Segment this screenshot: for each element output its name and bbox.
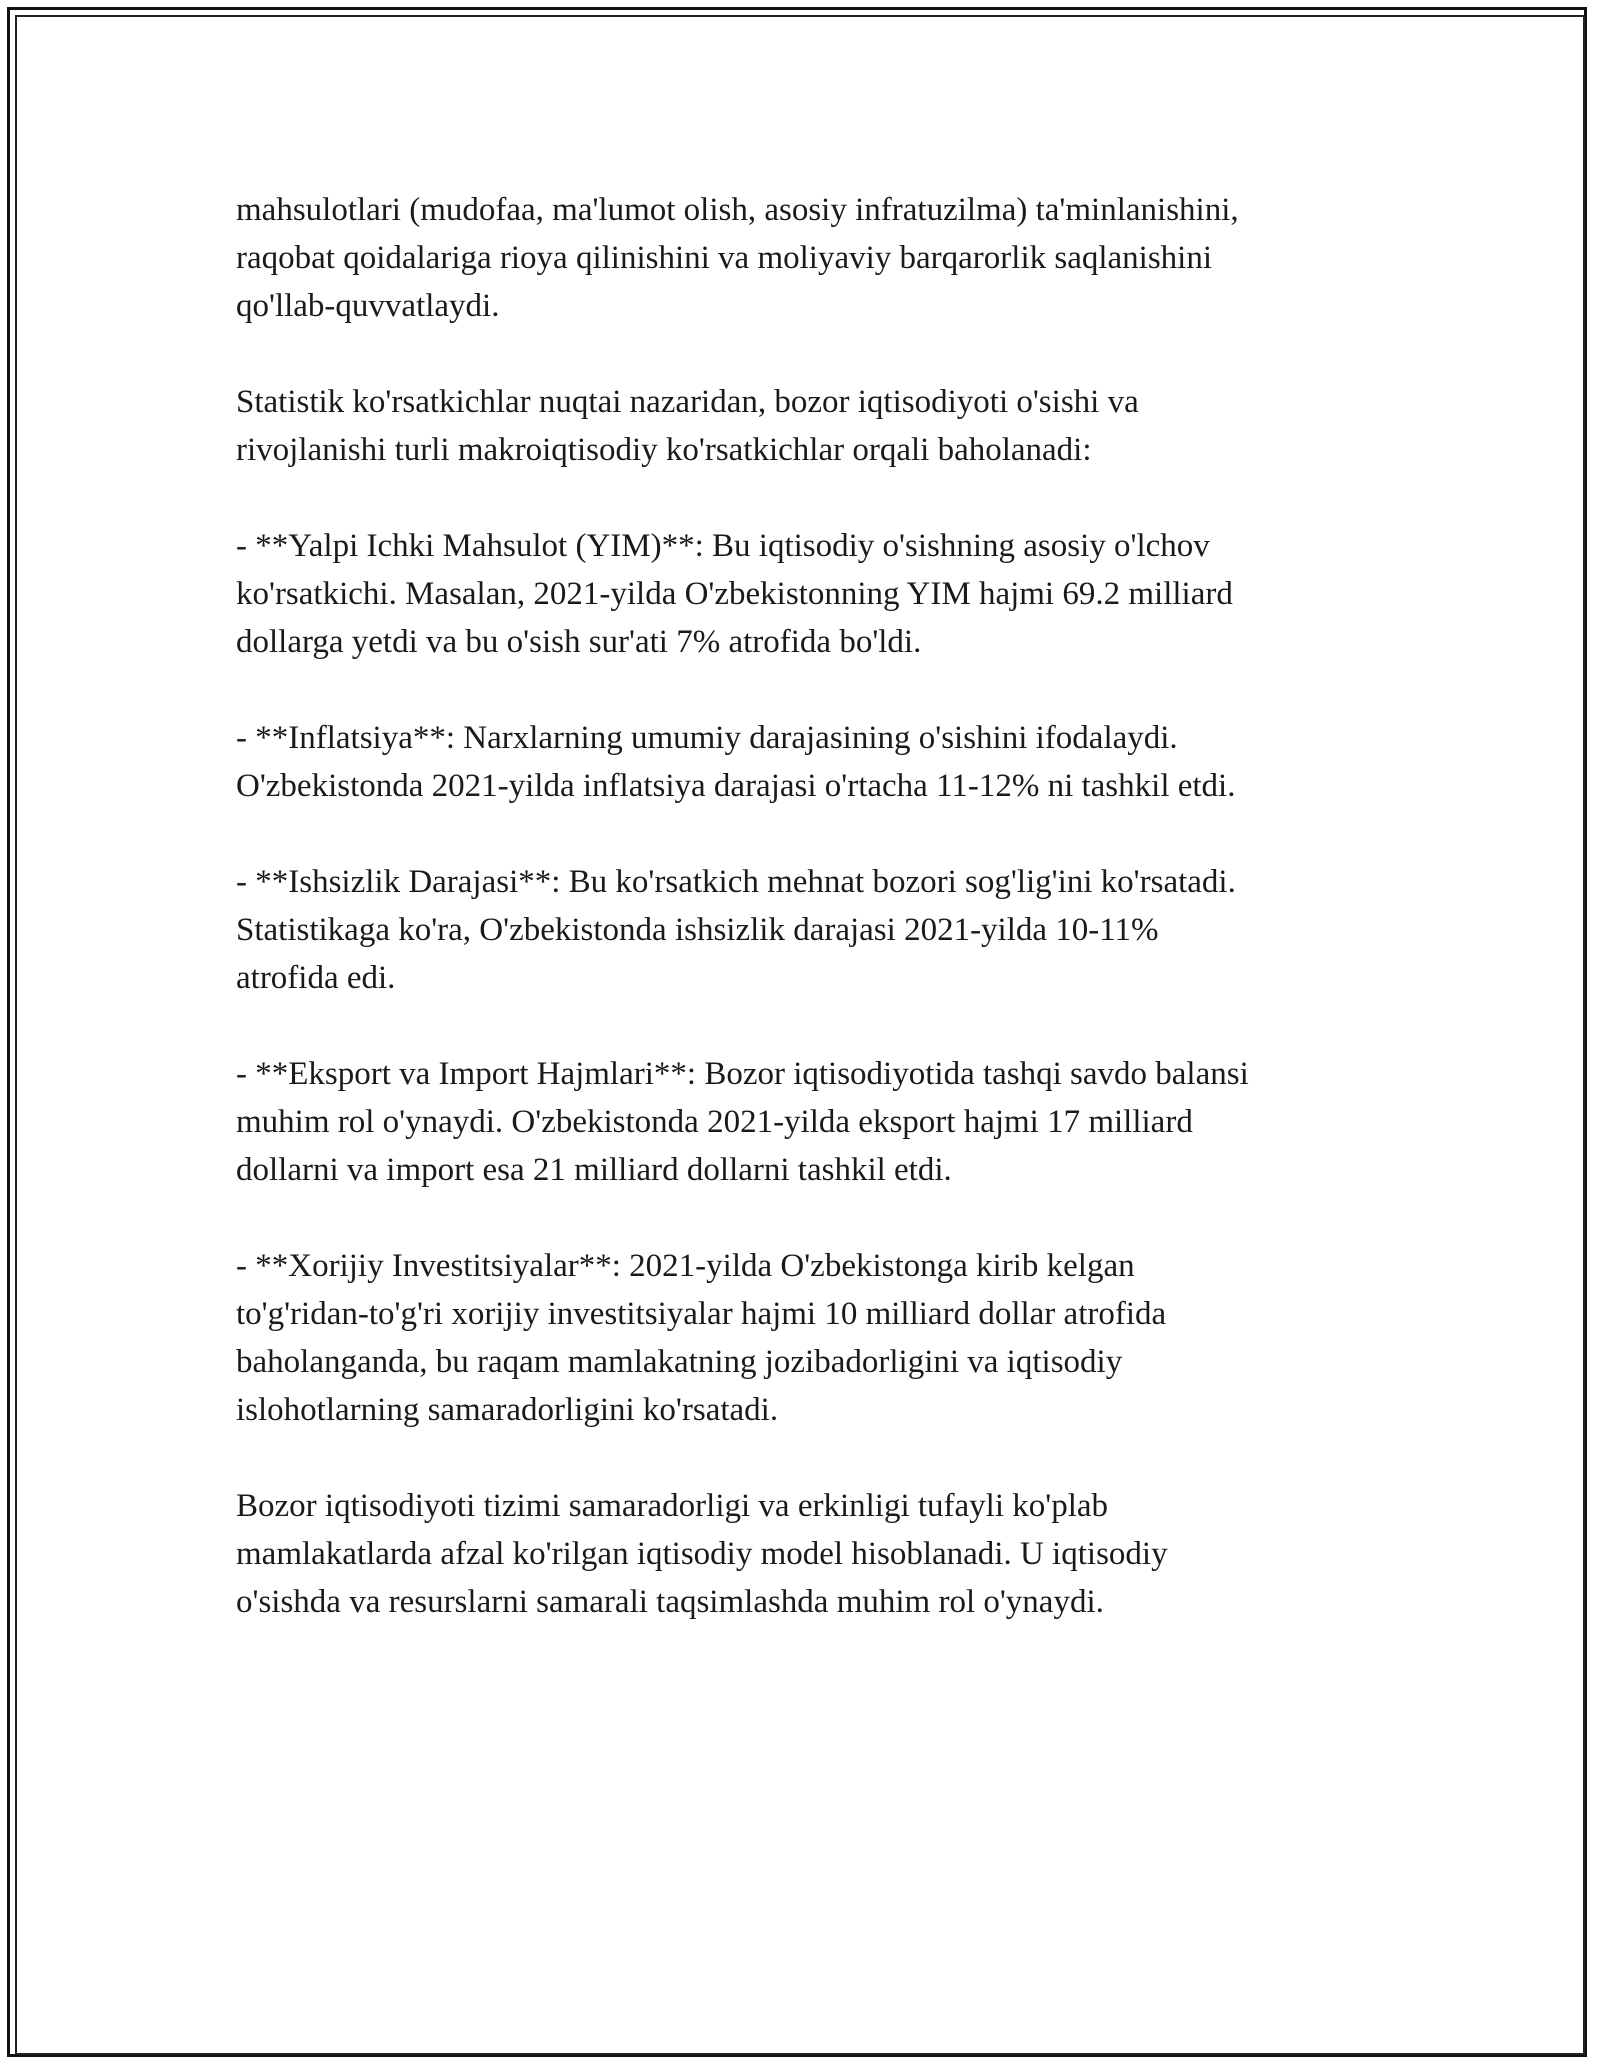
text-line: O'zbekistonda 2021-yilda inflatsiya darajasi o'rtacha 11-12% ni tashkil etdi.	[236, 768, 1236, 804]
text-line: - **Yalpi Ichki Mahsulot (YIM)**: Bu iqtisodiy o'sishning asosiy o'lchov	[236, 528, 1210, 564]
paragraph-conclusion	[236, 1482, 1386, 1626]
text-line: Statistikaga ko'ra, O'zbekistonda ishsizlik darajasi 2021-yilda 10-11%	[236, 912, 1159, 948]
list-item-unemployment	[236, 858, 1386, 1002]
text-line: rivojlanishi turli makroiqtisodiy ko'rsatkichlar orqali baholanadi:	[236, 432, 1092, 468]
text-line: - **Xorijiy Investitsiyalar**: 2021-yilda O'zbekistonga kirib kelgan	[236, 1248, 1135, 1284]
text-line: - **Eksport va Import Hajmlari**: Bozor iqtisodiyotida tashqi savdo balansi	[236, 1056, 1249, 1092]
text-line: dollarni va import esa 21 milliard dollarni tashkil etdi.	[236, 1152, 952, 1188]
text-line: o'sishda va resurslarni samarali taqsimlashda muhim rol o'ynaydi.	[236, 1584, 1104, 1620]
paragraph-intro-continuation	[236, 186, 1386, 330]
list-item-export-import	[236, 1050, 1386, 1194]
text-line: muhim rol o'ynaydi. O'zbekistonda 2021-yilda eksport hajmi 17 milliard	[236, 1104, 1193, 1140]
text-line: mamlakatlarda afzal ko'rilgan iqtisodiy model hisoblanadi. U iqtisodiy	[236, 1536, 1168, 1572]
text-line: baholanganda, bu raqam mamlakatning jozibadorligini va iqtisodiy	[236, 1344, 1123, 1380]
document-body	[236, 186, 1386, 1674]
text-line: qo'llab-quvvatlaydi.	[236, 288, 500, 324]
text-line: dollarga yetdi va bu o'sish sur'ati 7% atrofida bo'ldi.	[236, 624, 922, 660]
text-line: mahsulotlari (mudofaa, ma'lumot olish, asosiy infratuzilma) ta'minlanishini,	[236, 192, 1239, 228]
text-line: Statistik ko'rsatkichlar nuqtai nazaridan, bozor iqtisodiyoti o'sishi va	[236, 384, 1139, 420]
paragraph-statistics-intro	[236, 378, 1386, 474]
list-item-inflation	[236, 714, 1386, 810]
text-line: - **Ishsizlik Darajasi**: Bu ko'rsatkich mehnat bozori sog'lig'ini ko'rsatadi.	[236, 864, 1236, 900]
text-line: ko'rsatkichi. Masalan, 2021-yilda O'zbekistonning YIM hajmi 69.2 milliard	[236, 576, 1233, 612]
text-line: raqobat qoidalariga rioya qilinishini va moliyaviy barqarorlik saqlanishini	[236, 240, 1213, 276]
text-line: atrofida edi.	[236, 960, 396, 996]
text-line: to'g'ridan-to'g'ri xorijiy investitsiyalar hajmi 10 milliard dollar atrofida	[236, 1296, 1167, 1332]
text-line: islohotlarning samaradorligini ko'rsatadi.	[236, 1392, 779, 1428]
text-line: Bozor iqtisodiyoti tizimi samaradorligi va erkinligi tufayli ko'plab	[236, 1488, 1109, 1524]
text-line: - **Inflatsiya**: Narxlarning umumiy darajasining o'sishini ifodalaydi.	[236, 720, 1178, 756]
list-item-foreign-investment	[236, 1242, 1386, 1434]
list-item-gdp	[236, 522, 1386, 666]
